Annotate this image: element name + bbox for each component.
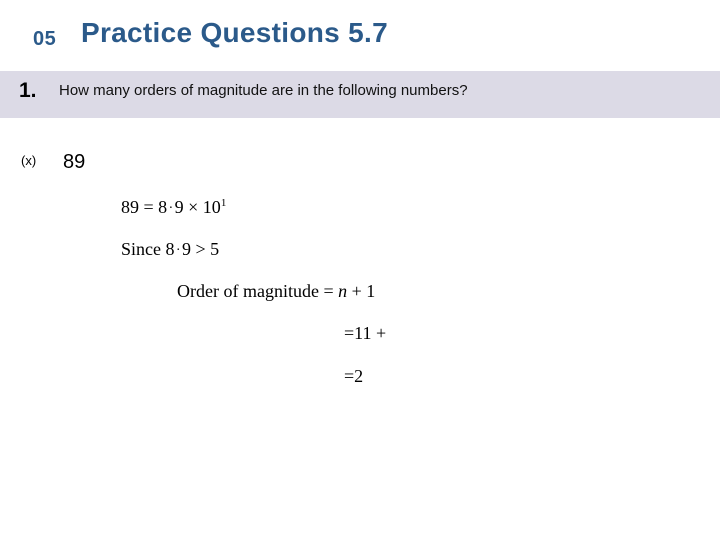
chapter-number: 05 — [33, 28, 57, 50]
working-line-3 — [177, 281, 375, 302]
exponent: 1 — [220, 197, 227, 209]
working-line-2-left: Since 8 — [121, 239, 175, 259]
working-line-5: =2 — [344, 366, 364, 386]
question-number: 1. — [19, 79, 37, 102]
working-line-3-right: + 1 — [347, 281, 376, 301]
decimal-dot: . — [176, 239, 180, 254]
page-title: Practice Questions 5.7 — [81, 17, 388, 48]
working-line-1 — [121, 197, 226, 218]
working-line-1-mid: 9 × 10 — [174, 197, 221, 217]
working-line-4: =11 + — [344, 323, 387, 343]
working-line-2-right: 9 > 5 — [182, 239, 220, 259]
working-line-2 — [121, 239, 219, 260]
part-label: (x) — [21, 153, 37, 168]
variable-n: n — [338, 281, 348, 301]
working-line-3-left: Order of magnitude = — [177, 281, 339, 301]
question-text: How many orders of magnitude are in the following numbers? — [59, 82, 468, 99]
decimal-dot: . — [169, 197, 173, 212]
working-line-1-left: 89 = 8 — [121, 197, 168, 217]
part-value: 89 — [63, 151, 86, 173]
